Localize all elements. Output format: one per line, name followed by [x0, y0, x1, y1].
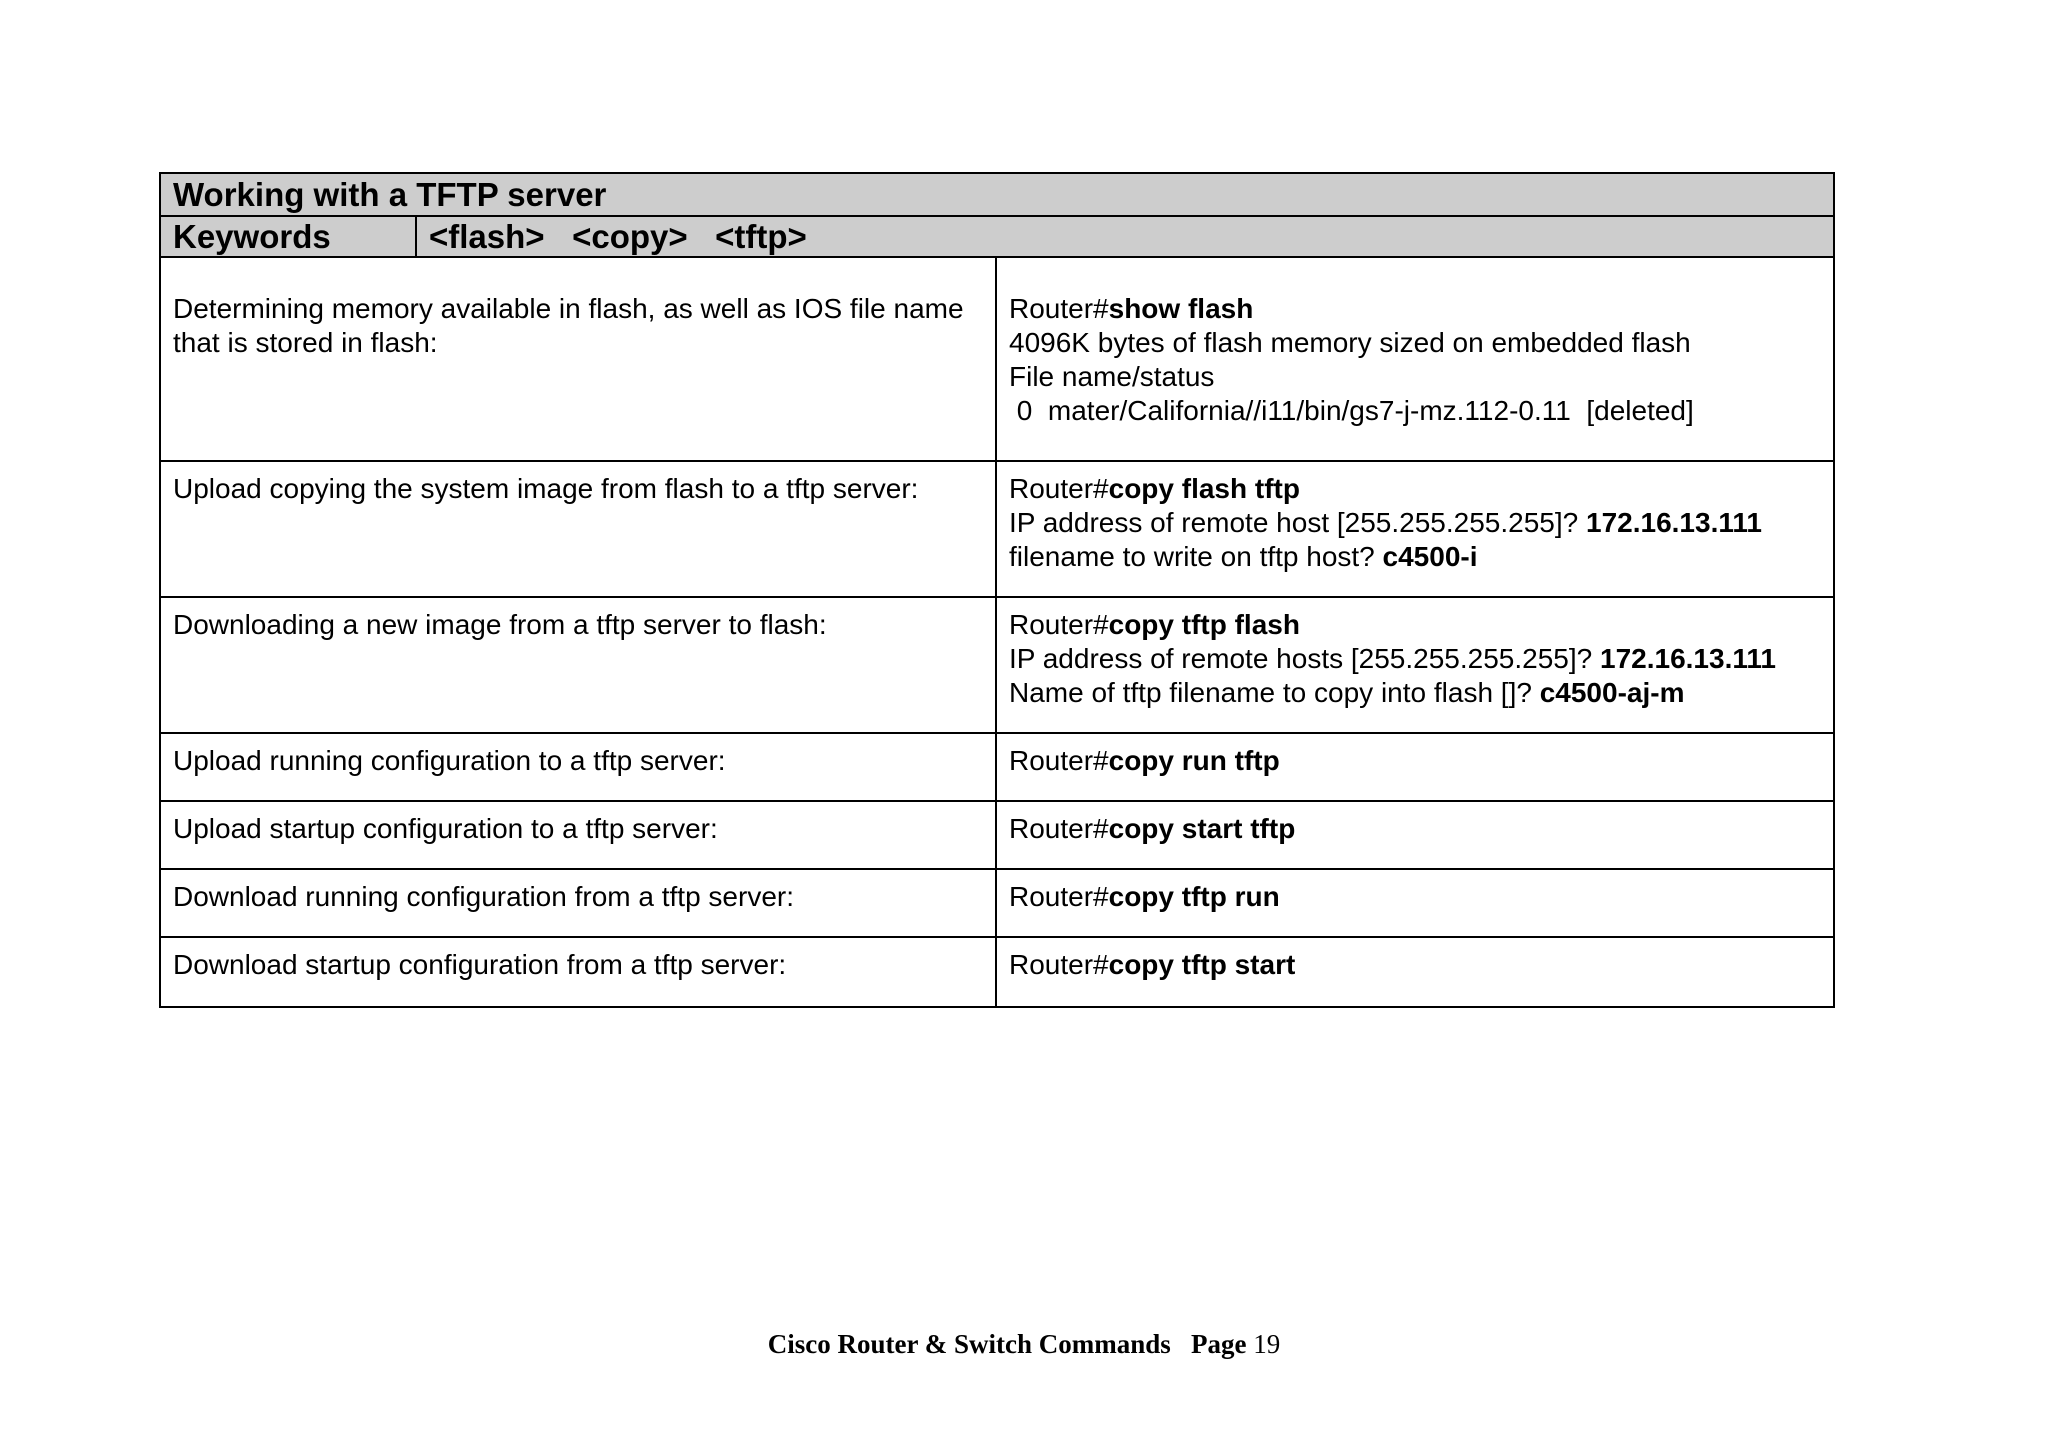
- command-answer: c4500-i: [1382, 541, 1478, 572]
- command-output: 0 mater/California//i11/bin/gs7-j-mz.112-0.11 [deleted]: [1009, 395, 1694, 426]
- command-prompt: Router#: [1009, 745, 1109, 776]
- command-text: show flash: [1108, 293, 1254, 324]
- table-row: [161, 870, 1833, 938]
- row-description: Download startup configuration from a tftp server:: [161, 938, 997, 1006]
- command-question: filename to write on tftp host?: [1009, 541, 1383, 572]
- table-row: [161, 462, 1833, 598]
- row-command: [997, 734, 1833, 800]
- table-row: [161, 938, 1833, 1006]
- command-text: copy tftp start: [1108, 949, 1296, 980]
- row-description: Upload startup configuration to a tftp server:: [161, 802, 997, 868]
- command-question: IP address of remote hosts [255.255.255.255]?: [1009, 643, 1600, 674]
- section-title: Working with a TFTP server: [161, 174, 1833, 217]
- row-description: Download running configuration from a tftp server:: [161, 870, 997, 936]
- command-prompt: Router#: [1009, 949, 1109, 980]
- table-row: [161, 598, 1833, 734]
- row-command: [997, 598, 1833, 732]
- page-footer: [0, 1329, 2048, 1360]
- command-answer: c4500-aj-m: [1539, 677, 1685, 708]
- row-command: [997, 938, 1833, 1006]
- row-command: [997, 870, 1833, 936]
- command-prompt: Router#: [1009, 813, 1109, 844]
- keywords-row: [161, 217, 1833, 258]
- footer-title: Cisco Router & Switch Commands: [767, 1329, 1171, 1359]
- command-prompt: Router#: [1009, 609, 1109, 640]
- table-row: [161, 802, 1833, 870]
- command-prompt: Router#: [1009, 293, 1109, 324]
- row-command: [997, 258, 1833, 460]
- command-prompt: Router#: [1009, 881, 1109, 912]
- command-output: 4096K bytes of flash memory sized on embedded flash: [1009, 327, 1691, 358]
- row-description: Upload running configuration to a tftp server:: [161, 734, 997, 800]
- command-text: copy flash tftp: [1108, 473, 1300, 504]
- command-prompt: Router#: [1009, 473, 1109, 504]
- row-command: [997, 802, 1833, 868]
- command-answer: 172.16.13.111: [1600, 643, 1776, 674]
- command-text: copy start tftp: [1108, 813, 1296, 844]
- command-question: IP address of remote host [255.255.255.255]?: [1009, 507, 1586, 538]
- table-row: [161, 258, 1833, 462]
- command-text: copy run tftp: [1108, 745, 1280, 776]
- table-row: [161, 734, 1833, 802]
- row-description: Determining memory available in flash, as well as IOS file name that is stored in flash:: [161, 258, 997, 460]
- command-output: File name/status: [1009, 361, 1215, 392]
- row-description: Downloading a new image from a tftp server to flash:: [161, 598, 997, 732]
- keywords-label: Keywords: [161, 217, 417, 256]
- row-command: [997, 462, 1833, 596]
- command-table: [159, 172, 1835, 1008]
- footer-page-label: Page: [1191, 1329, 1247, 1359]
- command-text: copy tftp flash: [1108, 609, 1300, 640]
- row-description: Upload copying the system image from flash to a tftp server:: [161, 462, 997, 596]
- command-question: Name of tftp filename to copy into flash []?: [1009, 677, 1540, 708]
- command-answer: 172.16.13.111: [1586, 507, 1762, 538]
- command-text: copy tftp run: [1108, 881, 1280, 912]
- keywords-list: <flash> <copy> <tftp>: [429, 218, 807, 255]
- footer-page-number: 19: [1253, 1329, 1281, 1359]
